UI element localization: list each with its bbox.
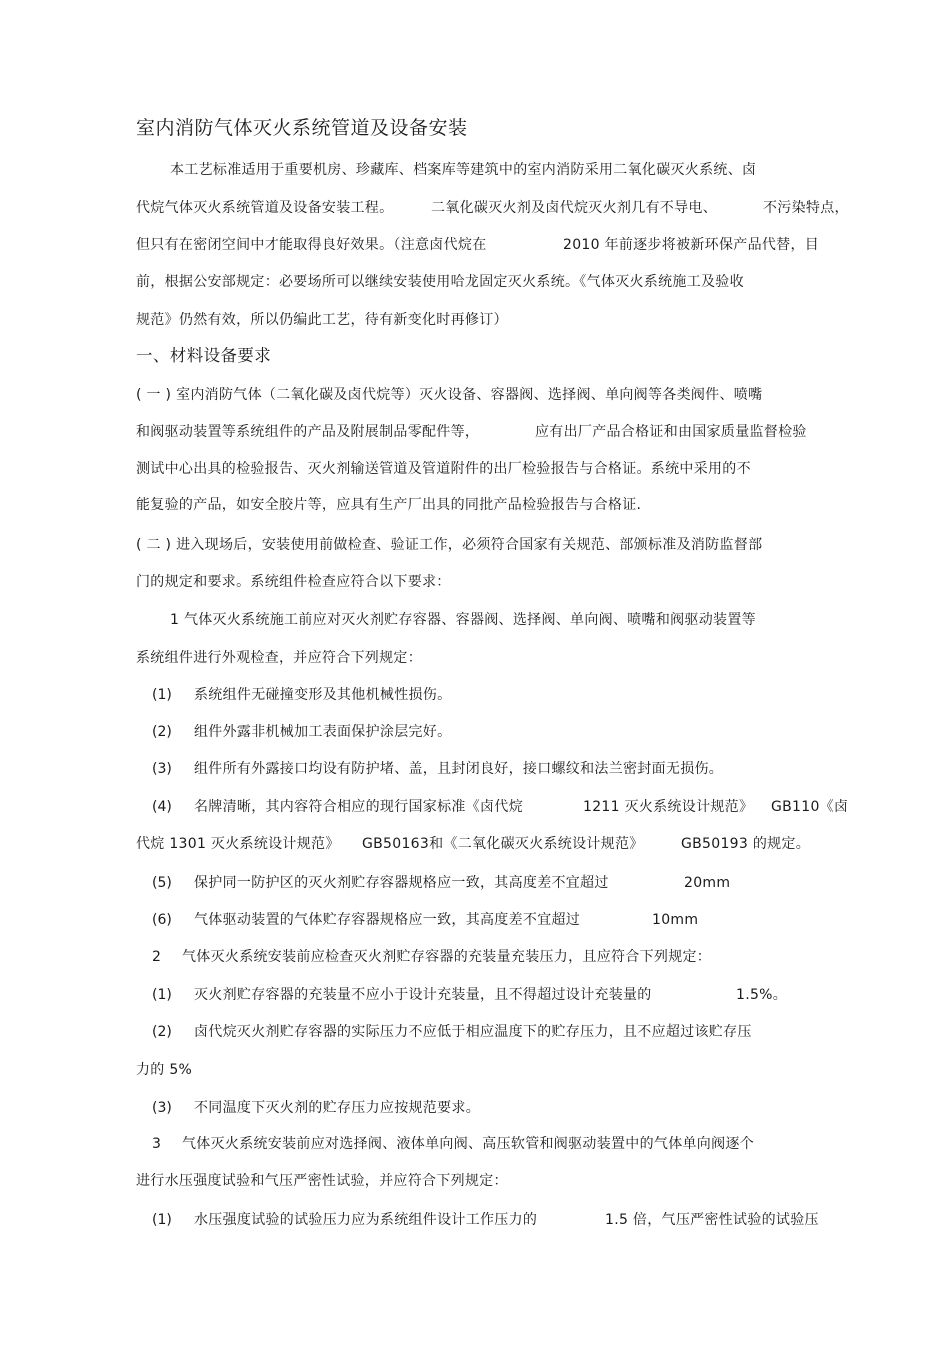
- p1-line-1: ( 一 ) 室内消防气体（二氧化碳及卤代烷等）灭火设备、容器阀、选择阀、单向阀等各类阀件、喷嘴: [136, 387, 763, 403]
- p1-line-3: 测试中心出具的检验报告、灭火剂输送管道及管道附件的出厂检验报告与合格证。系统中采用的不: [136, 461, 751, 477]
- intro-line-3a: 但只有在密闭空间中才能取得良好效果。（注意卤代烷在: [136, 237, 487, 253]
- page-title: 室内消防气体灭火系统管道及设备安装: [136, 117, 468, 139]
- p1-line-2b: 应有出厂产品合格证和由国家质量监督检验: [535, 424, 807, 440]
- p1-line-2a: 和阀驱动装置等系统组件的产品及附展制品零配件等，: [136, 424, 480, 440]
- p1-line-4: 能复验的产品，如安全胶片等，应具有生产厂出具的同批产品检验报告与合格证.: [136, 497, 642, 513]
- intro-line-3b: 2010 年前逐步将被新环保产品代替，目: [563, 237, 820, 253]
- s1-line-2: 系统组件进行外观检查，并应符合下列规定：: [136, 650, 422, 666]
- s1-line-1: 1 气体灭火系统施工前应对灭火剂贮存容器、容器阀、选择阀、单向阀、喷嘴和阀驱动装置等: [170, 612, 756, 628]
- section-heading-materials: 一、材料设备要求: [136, 346, 272, 365]
- intro-line-4: 前，根据公安部规定：必要场所可以继续安装使用哈龙固定灭火系统。《气体灭火系统施工及验收: [136, 274, 744, 290]
- intro-line-2c: 不污染特点，: [763, 200, 849, 216]
- intro-line-1: 本工艺标准适用于重要机房、珍藏库、档案库等建筑中的室内消防采用二氧化碳灭火系统、卤: [170, 162, 757, 178]
- intro-line-2a: 代烷气体灭火系统管道及设备安装工程。: [136, 200, 394, 216]
- p2-line-1: ( 二 ) 进入现场后，安装使用前做检查、验证工作，必须符合国家有关规范、部颁标准及消防监督部: [136, 537, 763, 553]
- intro-line-2b: 二氧化碳灭火剂及卤代烷灭火剂几有不导电、: [431, 200, 717, 216]
- p2-line-2: 门的规定和要求。系统组件检查应符合以下要求：: [136, 574, 451, 590]
- intro-line-5: 规范》仍然有效，所以仍编此工艺，待有新变化时再修订）: [136, 312, 508, 328]
